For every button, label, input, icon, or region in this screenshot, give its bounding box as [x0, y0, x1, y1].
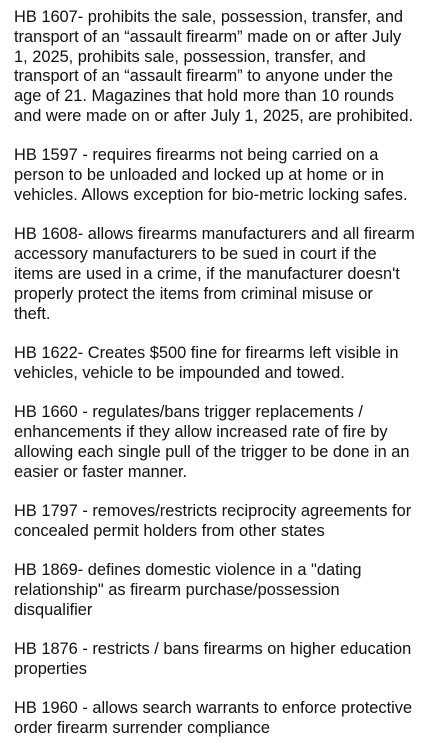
bill-paragraph-hb1608: HB 1608- allows firearms manufacturers and all firearm accessory manufacturers to be sued in court if the items are used in a crime, if the manufacturer doesn't properly protect the items from criminal misuse or theft. — [14, 225, 415, 323]
bill-paragraph-hb1660: HB 1660 - regulates/bans trigger replacements / enhancements if they allow increased rate of fire by allowing each single pull of the trigger to be done in an easier or faster manner. — [14, 403, 410, 481]
bill-paragraph-hb1960: HB 1960 - allows search warrants to enforce protective order firearm surrender compliance — [14, 699, 413, 738]
bill-paragraph-hb1869: HB 1869- defines domestic violence in a "dating relationship" as firearm purchase/possession disqualifier — [14, 561, 362, 619]
bill-paragraph-hb1622: HB 1622- Creates $500 fine for firearms left visible in vehicles, vehicle to be impounded and towed. — [14, 343, 399, 382]
bill-paragraph-hb1797: HB 1797 - removes/restricts reciprocity agreements for concealed permit holders from other states — [14, 501, 412, 540]
bill-paragraph-hb1597: HB 1597 - requires firearms not being carried on a person to be unloaded and locked up at home or in vehicles. Allows exception for bio-metric locking safes. — [14, 146, 408, 204]
bill-paragraph-hb1607: HB 1607- prohibits the sale, possession, transfer, and transport of an “assault firearm” made on or after July 1, 2025, prohibits sale, possession, transfer, and transport of an “assault firearm” to anyone under the age of 21. Magazines that hold more than 10 rounds and were made on or after July 1, 2025, are prohibited. — [14, 8, 414, 125]
bill-paragraph-hb1876: HB 1876 - restricts / bans firearms on higher education properties — [14, 640, 412, 678]
